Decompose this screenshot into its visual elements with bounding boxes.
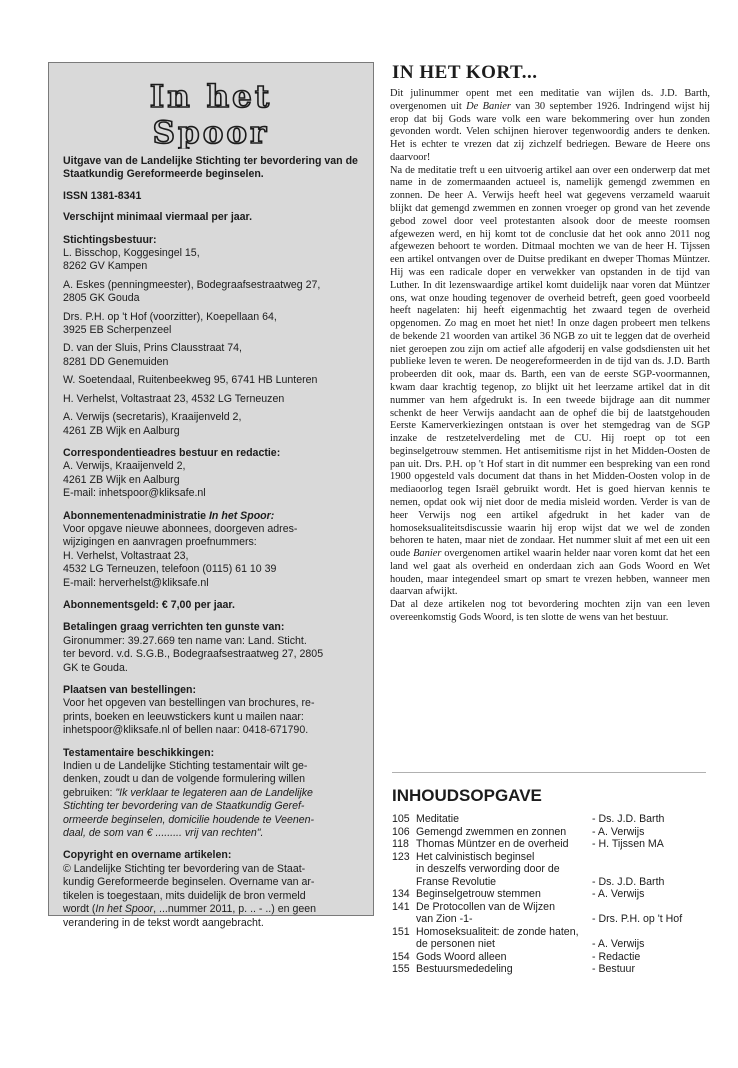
toc-author: - Drs. P.H. op 't Hof — [592, 913, 683, 925]
toc-entry-title — [416, 826, 586, 839]
toc-author: - H. Tijssen MA — [592, 838, 664, 850]
colophon-box — [48, 62, 374, 929]
payment-info: Gironummer: 39.27.669 ten name van: Land. Sticht. ter bevord. v.d. S.G.B., Bodegraafsestraatweg 27, 2805 GK te Gouda. — [63, 634, 324, 674]
toc-row — [392, 951, 704, 964]
toc-entry-title — [416, 901, 586, 926]
toc-entry-line: Beginselgetrouw stemmen — [416, 888, 541, 900]
copyright-info: © Landelijke Stichting ter bevordering van de Staat- kundig Gereformeerde beginselen. Overname van ar- tikelen is toegestaan, mits duidelijk de bron vermeld wordt (In het Spoor, ...nummer 2011, p. .. - ..) en geen verandering in de tekst wordt aangebracht. — [63, 862, 317, 929]
toc-author: - A. Verwijs — [592, 938, 645, 950]
toc-row — [392, 826, 704, 839]
toc-entry-title — [416, 838, 586, 851]
section-divider — [392, 772, 706, 773]
logo-line2: Spoor — [152, 115, 270, 149]
board-member: Drs. P.H. op 't Hof (voorzitter), Koepellaan 64, 3925 EB Scherpenzeel — [63, 310, 277, 337]
board-member: L. Bisschop, Koggesingel 15, 8262 GV Kampen — [63, 247, 200, 273]
toc-entry-line: Thomas Müntzer en de overheid — [416, 838, 569, 850]
board-list — [63, 247, 359, 438]
toc-entry-line: Homoseksualiteit: de zonde haten, — [416, 925, 579, 938]
toc-entry-line: de personen niet — [416, 938, 495, 950]
email-link[interactable]: E-mail: herverhelst@kliksafe.nl — [63, 576, 209, 589]
paragraph: Dit julinummer opent met een meditatie van wijlen ds. J.D. Barth, overgenomen uit De Banier van 30 september 1926. Indringend wijst hij erop dat bij Gods ware volk een ware bekommering over hun zonden gevonden wordt. Velen schijnen hierover tegenwoordig anders te denken. Het is echter te vrezen dat zij zichzelf bedriegen. Beware de Heere ons daarvoor! — [390, 88, 710, 163]
orders-info: Voor het opgeven van bestellingen van brochures, re- prints, boeken en leeuwstickers kunt u mailen naar: inhetspoor@kliksafe.nl of bellen naar: 0418-671790. — [63, 697, 315, 737]
paragraph: Na de meditatie treft u een uitvoerig artikel aan over een onderwerp dat met name in de zomermaanden actueel is, namelijk gemengd zwemmen en zonnen. De heer A. Verwijs heeft heel wat gegevens verzameld waaruit blijkt dat gemengd zwemmen en zonnen vroeger op grond van het zevende gebod zowel door veel protestanten alsook door de meeste roomsen afgewezen werd, en hij komt tot de conclusie dat het ook anno 2011 nog afgewezen behoort te worden. Ditmaal mochten we van de heer H. Tijssen een artikel ontvangen over de Duitse predikant en dweper Thomas Müntzer. Hij was een radicale doper en verwekker van opstanden in de tijd van Luther. In dit lezenswaardige artikel komt duidelijk naar voren dat Müntzer ons, wat onze houding tegenover de overheid betreft, geen goed voorbeeld heeft nagelaten: hij heeft eigenmachtig het zwaard tegen de overheid opgenomen. Zo mag en moet het niet! In onze dagen probeert men telkens de bekende 21 woorden van artikel 36 NGB zo uit te leggen dat de overheid niet geroepen zou zijn om actief alle afgoderij en valse godsdiensten uit het publieke leven te weren. De neogereformeerden in de tijd van ds. J.D. Barth probeerden dit ook, maar ds. Barth, een van de eerste SGP-voormannen, kwam daar krachtig tegenop, zo blijkt uit het leerzame artikel dat in dit nummer van hem afgedrukt is. In een tweede bijdrage aan dit nummer schenkt de heer Verwijs aandacht aan de ophef die bij de laatstgehouden Eerste Kamerverkiezingen ontstaan is over het stemgedrag van de SGP inzake de restzetelverdeling met de CU. Hij roept op tot een beginselgetrouw stemmen. Het antisemitisme rijst in het Midden-Oosten de pan uit. Drs. P.H. op 't Hof start in dit nummer een bespreking van een rond 1900 opgesteld vals document dat thans in het Midden-Oosten volop in de mediaoorlog tegen Israël gebruikt wordt. Het is goed hiervan kennis te nemen, opdat ook wij niet door de media misleid worden. Verder is van de heer Verwijs nog een artikel afgedrukt in het kader van de homoseksualiteitsdiscussie waarin hij erop wijst dat we wel de zonden behoren te haten, maar niet de zondaar. Het nummer sluit af met een uit een oude Banier overgenomen artikel waarin helder naar voren komt dat het een land wel gaat als overheid en onderdaan zich aan Gods Woord en Wet houden, maar integendeel smart op smart te vrezen hebben, wanneer men daarvan afwijkt. — [390, 164, 710, 598]
toc-entry-title — [416, 888, 586, 901]
toc-entry-title — [416, 813, 586, 826]
toc-author: - Bestuur — [592, 963, 635, 975]
toc-entry-line: Meditatie — [416, 813, 459, 825]
board-member: A. Verwijs (secretaris), Kraaijenveld 2, 4261 ZB Wijk en Aalburg — [63, 411, 242, 437]
in-het-spoor-logo — [121, 77, 301, 149]
board-member: A. Eskes (penningmeester), Bodegraafsestraatweg 27, 2805 GK Gouda — [63, 278, 321, 305]
toc-page-number: 118 — [392, 838, 409, 850]
correspondence-address: A. Verwijs, Kraaijenveld 2, 4261 ZB Wijk en Aalburg E-mail: inhetspoor@kliksafe.nl — [63, 460, 359, 500]
paragraph: Dat al deze artikelen nog tot bevordering mochten zijn van een leven overeenkomstig Gods Woord, is ten slotte de wens van het bestuur. — [390, 599, 710, 624]
correspondence-heading: Correspondentieadres bestuur en redactie: — [63, 446, 281, 459]
orders-heading: Plaatsen van bestellingen: — [63, 684, 197, 696]
email-link[interactable]: E-mail: inhetspoor@kliksafe.nl — [63, 487, 206, 500]
toc-author: - Ds. J.D. Barth — [592, 875, 665, 888]
toc-row — [392, 888, 704, 901]
payment-heading: Betalingen graag verrichten ten gunste van: — [63, 621, 285, 634]
toc-row — [392, 813, 704, 826]
toc-row — [392, 926, 704, 951]
toc-entry-line: van Zion -1- — [416, 913, 473, 925]
board-heading: Stichtingsbestuur: — [63, 233, 157, 246]
board-member: W. Soetendaal, Ruitenbeekweg 95, 6741 HB Lunteren — [63, 374, 318, 387]
issn: ISSN 1381-8341 — [63, 189, 142, 202]
toc-row — [392, 901, 704, 926]
subscription-admin-heading: Abonnementenadministratie In het Spoor: — [63, 509, 275, 522]
section-title: IN HET KORT... — [392, 62, 538, 83]
testament-heading: Testamentaire beschikkingen: — [63, 746, 215, 759]
toc-row — [392, 963, 704, 976]
article-body — [390, 88, 710, 625]
toc-entry-title — [416, 851, 586, 889]
toc-author: - Redactie — [592, 950, 641, 963]
toc-page-number: 134 — [392, 888, 410, 900]
toc-entry-line: in deszelfs verwording door de — [416, 863, 560, 875]
toc-page-number: 106 — [392, 825, 410, 838]
toc-title: INHOUDSOPGAVE — [392, 786, 542, 805]
toc-page-number: 155 — [392, 963, 410, 975]
copyright-heading: Copyright en overname artikelen: — [63, 849, 232, 862]
toc-row — [392, 838, 704, 851]
toc-page-number: 151 — [392, 925, 410, 938]
toc-page-number: 141 — [392, 900, 410, 913]
toc-entry-title — [416, 963, 586, 976]
toc-entry-title — [416, 951, 586, 964]
board-member: H. Verhelst, Voltastraat 23, 4532 LG Terneuzen — [63, 392, 285, 405]
subscription-fee: Abonnementsgeld: € 7,00 per jaar. — [63, 598, 235, 611]
testament-info: Indien u de Landelijke Stichting testamentair wilt ge- denken, zoudt u dan de volgende formulering willen gebruiken: "Ik verklaar te legateren aan de Landelijke Stichting ter bevordering van de Staatkundig Geref- ormeerde beginselen, domicilie houdende te Veenen- daal, de som van € ......... vrij van rechten". — [63, 760, 315, 840]
toc-entry-line: Gemengd zwemmen en zonnen — [416, 825, 567, 838]
table-of-contents — [392, 813, 704, 976]
frequency: Verschijnt minimaal viermaal per jaar. — [63, 211, 253, 224]
toc-page-number: 154 — [392, 950, 410, 963]
toc-entry-line: Bestuursmededeling — [416, 963, 513, 975]
publisher-intro: Uitgave van de Landelijke Stichting ter bevordering van de Staatkundig Gereformeerde beginselen. — [63, 155, 358, 181]
toc-entry-title — [416, 926, 586, 951]
subscription-admin: Voor opgave nieuwe abonnees, doorgeven adres- wijzigingen en aanvragen proefnummers: H. Verhelst, Voltastraat 23, 4532 LG Terneuzen, telefoon (0115) 61 10 39 E-mail: herverhelst@kliksafe.nl — [63, 523, 359, 590]
toc-entry-line: De Protocollen van de Wijzen — [416, 900, 555, 913]
board-member: D. van der Sluis, Prins Clausstraat 74, 8281 DD Genemuiden — [63, 342, 242, 368]
toc-row — [392, 851, 704, 889]
logo-line1: In het — [149, 79, 273, 115]
toc-author: - A. Verwijs — [592, 825, 645, 838]
toc-entry-line: Het calvinistisch beginsel — [416, 850, 535, 863]
toc-entry-line: Franse Revolutie — [416, 875, 497, 888]
toc-author: - Ds. J.D. Barth — [592, 813, 665, 825]
toc-page-number: 105 — [392, 813, 410, 825]
in-het-kort-section — [390, 62, 710, 625]
toc-page-number: 123 — [392, 850, 410, 863]
toc-entry-line: Gods Woord alleen — [416, 950, 507, 963]
toc-author: - A. Verwijs — [592, 888, 645, 900]
